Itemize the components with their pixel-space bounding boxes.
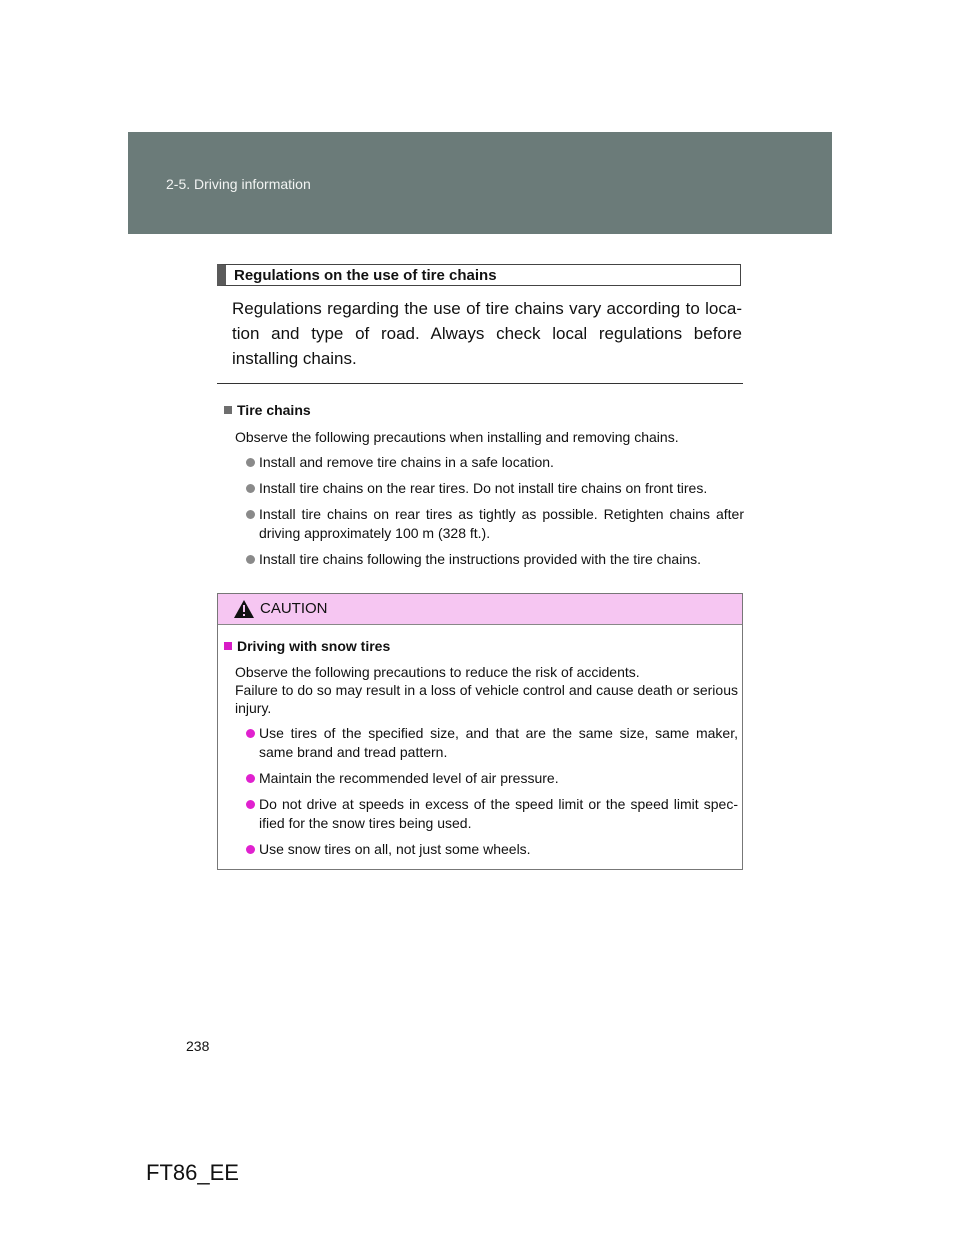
list-item-text: Install tire chains on the rear tires. Do not install tire chains on front tires. [259,480,708,496]
caution-box [217,593,743,870]
list-item [235,840,738,859]
warning-triangle-icon [233,599,255,619]
bullet-dot-icon [246,800,255,809]
caution-list [224,724,738,859]
list-item-text: Install tire chains following the instructions provided with the tire chains. [259,551,701,567]
caution-heading [224,638,738,655]
caution-lead-line-2: Failure to do so may result in a loss of vehicle control and cause death or serious injury. [235,682,738,716]
divider [217,383,743,384]
caution-lead [235,663,738,717]
bullet-dot-icon [246,555,255,564]
caution-label: CAUTION [260,600,328,617]
caution-header [218,594,742,625]
tire-chains-lead: Observe the following precautions when installing and removing chains. [235,429,679,445]
list-item [235,795,738,833]
bullet-dot-icon [246,510,255,519]
list-item [235,505,744,543]
bullet-dot-icon [246,484,255,493]
section-heading-bar [217,264,741,286]
bullet-dot-icon [246,845,255,854]
list-item-text: Use snow tires on all, not just some wheels. [259,841,531,857]
list-item-text: Install tire chains on rear tires as tightly as possible. Retighten chains after driving approximately 100 m (328 ft.). [259,506,744,541]
bullet-dot-icon [246,729,255,738]
chapter-header [128,132,832,234]
square-bullet-icon [224,406,232,414]
list-item-text: Install and remove tire chains in a safe location. [259,454,554,470]
caution-heading-text: Driving with snow tires [237,638,391,654]
bullet-dot-icon [246,774,255,783]
caution-body [224,638,738,866]
tire-chains-heading-text: Tire chains [237,402,311,418]
list-item-text: Do not drive at speeds in excess of the speed limit or the speed limit spec-ified for the snow tires being used. [259,796,738,831]
square-bullet-icon [224,642,232,650]
tire-chains-heading [224,402,744,419]
bullet-dot-icon [246,458,255,467]
list-item [235,724,738,762]
list-item [235,453,744,472]
chapter-title: 2-5. Driving information [166,176,311,192]
list-item [235,769,738,788]
document-code: FT86_EE [146,1160,239,1185]
caution-lead-line-1: Observe the following precautions to reduce the risk of accidents. [235,664,640,680]
section-intro: Regulations regarding the use of tire chains vary according to loca-tion and type of road. Always check local regulations before installing chains. [232,299,742,368]
list-item [235,550,744,569]
tire-chains-list [224,453,744,569]
list-item [235,479,744,498]
list-item-text: Maintain the recommended level of air pressure. [259,770,559,786]
list-item-text: Use tires of the specified size, and that are the same size, same maker, same brand and tread pattern. [259,725,738,760]
tire-chains-notes [224,402,744,576]
section-title: Regulations on the use of tire chains [234,267,497,284]
page-number: 238 [186,1038,210,1054]
